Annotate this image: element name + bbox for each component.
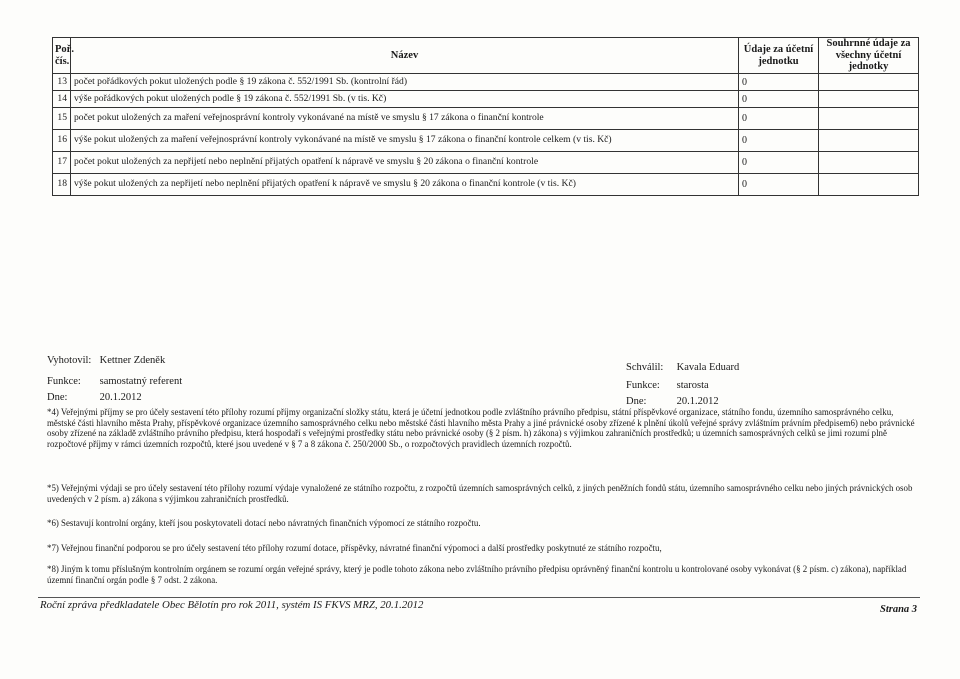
approved-by-date: 20.1.2012 bbox=[676, 396, 719, 407]
row-number: 14 bbox=[53, 91, 71, 108]
prepared-by-name: Kettner Zdeněk bbox=[99, 355, 166, 366]
row-summary bbox=[819, 108, 919, 130]
table-row bbox=[53, 152, 919, 174]
footnote-4 bbox=[47, 407, 917, 450]
approved-by-name: Kavala Eduard bbox=[676, 362, 740, 373]
approved-by-role-line bbox=[626, 380, 709, 391]
row-number: 17 bbox=[53, 152, 71, 174]
table-row bbox=[53, 108, 919, 130]
row-summary bbox=[819, 91, 919, 108]
row-value: 0 bbox=[739, 74, 819, 91]
header-name: Název bbox=[71, 38, 739, 74]
prepared-by-date-label: Dne: bbox=[47, 392, 68, 403]
row-text: počet pokut uložených za maření veřejnosprávní kontroly vykonávané na místě ve smyslu § 17 zákona o finanční kontrole bbox=[71, 108, 739, 130]
row-text: výše pořádkových pokut uložených podle § 19 zákona č. 552/1991 Sb. (v tis. Kč) bbox=[71, 91, 739, 108]
row-text: výše pokut uložených za nepřijetí nebo neplnění přijatých opatření k nápravě ve smyslu § 20 zákona o finanční kontrole (v tis. Kč) bbox=[71, 174, 739, 196]
footnote-7-text: *7) Veřejnou finanční podporou se pro účely sestavení této přílohy rozumí dotace, příspěvky, návratné finanční výpomoci a další prostředky poskytnuté ze státního rozpočtu, bbox=[47, 543, 662, 553]
table-row bbox=[53, 174, 919, 196]
footnote-8-text: *8) Jiným k tomu příslušným kontrolním orgánem se rozumí orgán veřejné správy, který je podle tohoto zákona nebo zvláštního právního předpisu oprávněný finanční kontrolu u kontrolované osoby vykonávat (§ 2 písm. c) zákona), například územní finanční orgán podle § 7 odst. 2 zákona. bbox=[47, 564, 907, 585]
footer-divider bbox=[38, 597, 920, 598]
approved-by-label: Schválil: bbox=[626, 362, 664, 373]
row-number: 18 bbox=[53, 174, 71, 196]
prepared-by-label: Vyhotovil: bbox=[47, 355, 92, 366]
row-summary bbox=[819, 130, 919, 152]
approved-by-date-line bbox=[626, 396, 719, 407]
footer-document-title: Roční zpráva předkladatele Obec Bělotín pro rok 2011, systém IS FKVS MRZ, 20.1.2012 bbox=[40, 599, 424, 611]
row-number: 16 bbox=[53, 130, 71, 152]
header-number: Poř. čís. bbox=[53, 38, 71, 74]
table-row bbox=[53, 91, 919, 108]
footnote-4-text: *4) Veřejnými příjmy se pro účely sestavení této přílohy rozumí příjmy organizační složky státu, která je účetní jednotkou podle zvláštního právního předpisu, státní příspěvkové organizace, státního fondu, územního samosprávného celku, městské části hlavního města Prahy, příspěvkové organizace územního samosprávného celku nebo městské části hlavního města Prahy a jiné právnické osoby zřízené k plnění úkolů veřejné správy zvláštním právním předpisem6) nebo právnické osoby zřízené na základě zvláštního právního předpisu, která hospodaří s veřejnými prostředky státu nebo právnické osoby (§ 2 písm. h) zákona) s výjimkou zahraničních prostředků; u územních samosprávných celků se jimi rozumí plně rozpočtové příjmy v rámci územních rozpočtů, které jsou uvedené v § 7 a 8 zákona č. 250/2000 Sb., o rozpočtových pravidlech územních rozpočtů. bbox=[47, 407, 915, 450]
footnote-6-text: *6) Sestavují kontrolní orgány, kteří jsou poskytovateli dotací nebo návratných finančních výpomocí ze státního rozpočtu. bbox=[47, 518, 481, 528]
approved-by-date-label: Dne: bbox=[626, 396, 647, 407]
row-number: 15 bbox=[53, 108, 71, 130]
row-value: 0 bbox=[739, 174, 819, 196]
footnote-5 bbox=[47, 483, 917, 504]
row-text: výše pokut uložených za maření veřejnosprávní kontroly vykonávané na místě ve smyslu § 17 zákona o finanční kontrole celkem (v tis. Kč) bbox=[71, 130, 739, 152]
row-value: 0 bbox=[739, 130, 819, 152]
table-row bbox=[53, 74, 919, 91]
approved-by-role: starosta bbox=[676, 380, 709, 391]
row-text: počet pořádkových pokut uložených podle § 19 zákona č. 552/1991 Sb. (kontrolní řád) bbox=[71, 74, 739, 91]
row-value: 0 bbox=[739, 108, 819, 130]
prepared-by-role: samostatný referent bbox=[99, 376, 183, 387]
row-summary bbox=[819, 74, 919, 91]
row-value: 0 bbox=[739, 152, 819, 174]
footnote-6 bbox=[47, 518, 917, 529]
header-unit: Údaje za účetní jednotku bbox=[739, 38, 819, 74]
row-number: 13 bbox=[53, 74, 71, 91]
footnote-5-text: *5) Veřejnými výdaji se pro účely sestavení této přílohy rozumí výdaje vynaložené ze státního rozpočtu, z rozpočtů územních samosprávných celků, z jiných peněžních fondů státu, územního samosprávného celku nebo jiných právnických osob uvedených v 2 písm. a) zákona s výjimkou zahraničních prostředků. bbox=[47, 483, 913, 504]
table-row bbox=[53, 130, 919, 152]
approved-by-line bbox=[626, 362, 739, 373]
table-header-row bbox=[53, 38, 919, 74]
report-table bbox=[52, 37, 919, 196]
footnote-8 bbox=[47, 564, 917, 585]
prepared-by-line bbox=[47, 355, 165, 366]
page-number: Strana 3 bbox=[880, 604, 918, 615]
prepared-by-date: 20.1.2012 bbox=[99, 392, 142, 403]
header-summary: Souhrnné údaje za všechny účetní jednotky bbox=[819, 38, 919, 74]
prepared-by-role-label: Funkce: bbox=[47, 376, 81, 387]
row-text: počet pokut uložených za nepřijetí nebo neplnění přijatých opatření k nápravě ve smyslu § 20 zákona o finanční kontrole bbox=[71, 152, 739, 174]
prepared-by-role-line bbox=[47, 376, 182, 387]
prepared-by-date-line bbox=[47, 392, 142, 403]
row-summary bbox=[819, 152, 919, 174]
approved-by-role-label: Funkce: bbox=[626, 380, 660, 391]
row-value: 0 bbox=[739, 91, 819, 108]
row-summary bbox=[819, 174, 919, 196]
footnote-7 bbox=[47, 543, 917, 554]
